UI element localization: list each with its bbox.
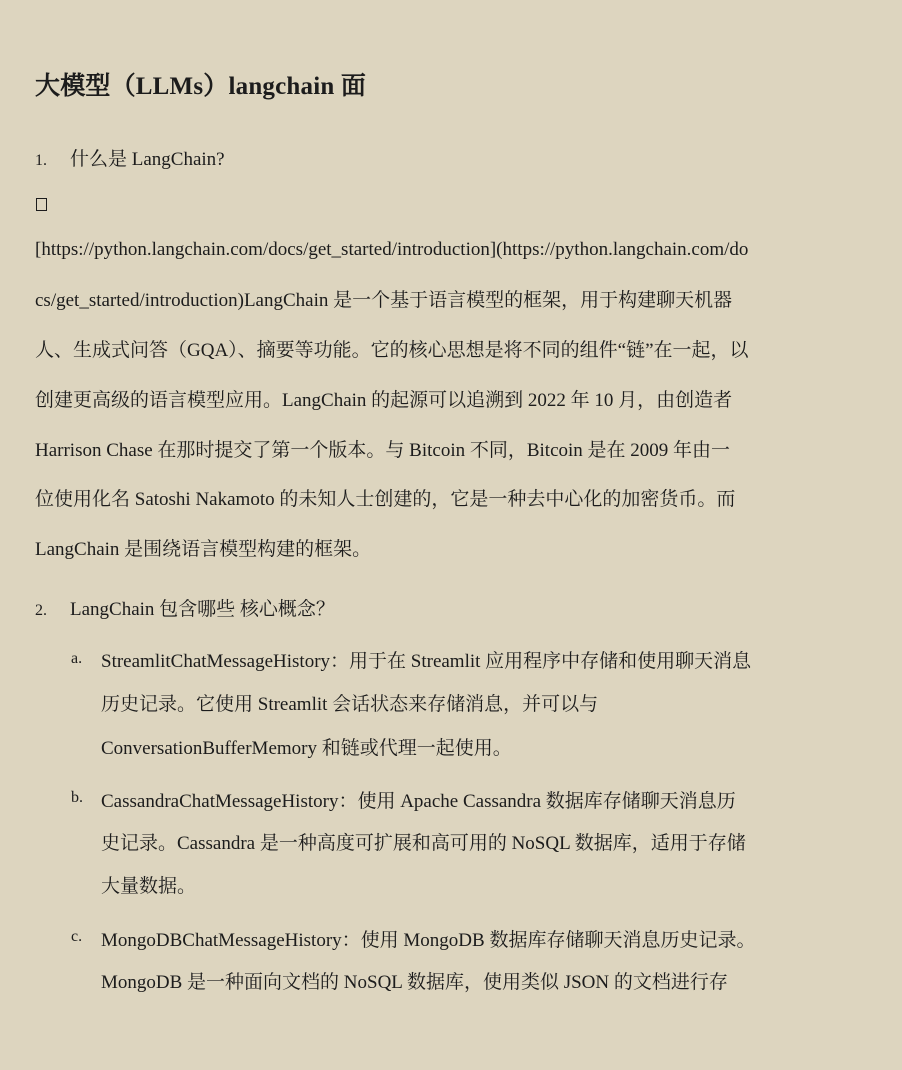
- question-1-number: 1.: [35, 152, 47, 169]
- answer-1-line: cs/get_started/introduction)LangChain 是一个基于语言模型的框架，用于构建聊天机器: [35, 290, 733, 311]
- list-item-c-line: MongoDBChatMessageHistory：使用 MongoDB 数据库存储聊天消息历史记录。: [101, 930, 756, 951]
- answer-1-line: Harrison Chase 在那时提交了第一个版本。与 Bitcoin 不同，Bitcoin 是在 2009 年由一: [35, 440, 731, 461]
- list-item-a-line: 历史记录。它使用 Streamlit 会话状态来存储消息，并可以与: [101, 694, 599, 715]
- answer-1-line: LangChain 是围绕语言模型构建的框架。: [35, 539, 372, 560]
- list-item-a-line: StreamlitChatMessageHistory：用于在 Streamlit 应用程序中存储和使用聊天消息: [101, 651, 752, 672]
- list-item-b-line: 史记录。Cassandra 是一种高度可扩展和高可用的 NoSQL 数据库，适用于存储: [101, 833, 746, 854]
- question-1-text: 什么是 LangChain?: [70, 149, 225, 170]
- missing-glyph-box-icon: [36, 198, 47, 211]
- answer-1-line: 人、生成式问答（GQA）、摘要等功能。它的核心思想是将不同的组件“链”在一起，以: [35, 340, 749, 361]
- list-item-b-line: 大量数据。: [101, 876, 197, 897]
- list-item-c-line: MongoDB 是一种面向文档的 NoSQL 数据库，使用类似 JSON 的文档进行存: [101, 972, 728, 993]
- question-1: [35, 144, 225, 171]
- list-item-b-line: CassandraChatMessageHistory：使用 Apache Cassandra 数据库存储聊天消息历: [101, 791, 736, 812]
- question-2-text: LangChain 包含哪些 核心概念？: [70, 599, 335, 620]
- answer-1-line: [https://python.langchain.com/docs/get_started/introduction](https://python.langchain.com/do: [35, 239, 749, 260]
- question-2-number: 2.: [35, 602, 47, 619]
- list-item-marker-c: c.: [71, 928, 83, 945]
- question-2: [35, 594, 335, 621]
- page-title: 大模型（LLMs）langchain 面: [35, 73, 367, 100]
- list-item-a-line: ConversationBufferMemory 和链或代理一起使用。: [101, 738, 512, 759]
- answer-1-line: 创建更高级的语言模型应用。LangChain 的起源可以追溯到 2022 年 10 月，由创造者: [35, 390, 733, 411]
- list-item-marker-b: b.: [71, 789, 83, 806]
- list-item-marker-a: a.: [71, 650, 83, 667]
- answer-1-line: 位使用化名 Satoshi Nakamoto 的未知人士创建的，它是一种去中心化的加密货币。而: [35, 489, 736, 510]
